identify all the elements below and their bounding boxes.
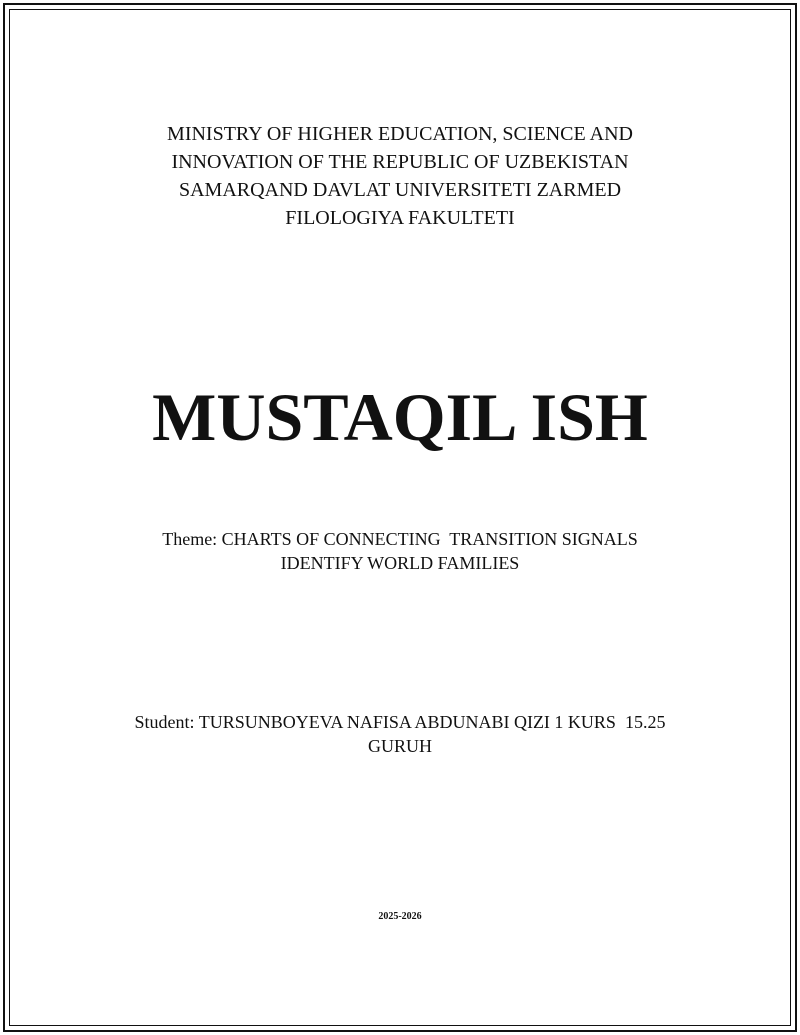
- academic-year: 2025-2026: [378, 911, 422, 922]
- theme-block: [0, 527, 800, 575]
- header-line-ministry: MINISTRY OF HIGHER EDUCATION, SCIENCE AND: [167, 123, 633, 145]
- student-line-1: Student: TURSUNBOYEVA NAFISA ABDUNABI QIZI 1 KURS 15.25: [134, 712, 666, 732]
- header-line-republic: INNOVATION OF THE REPUBLIC OF UZBEKISTAN: [171, 151, 629, 173]
- theme-line-2: IDENTIFY WORLD FAMILIES: [280, 553, 520, 573]
- institution-header: [0, 120, 800, 232]
- header-line-faculty: FILOLOGIYA FAKULTETI: [285, 207, 515, 229]
- page-title: MUSTAQIL ISH: [152, 379, 648, 455]
- header-line-university: SAMARQAND DAVLAT UNIVERSITETI ZARMED: [178, 179, 622, 201]
- student-block: [0, 710, 800, 758]
- theme-line-1: Theme: CHARTS OF CONNECTING TRANSITION SIGNALS: [162, 529, 638, 549]
- student-line-2: GURUH: [367, 736, 432, 756]
